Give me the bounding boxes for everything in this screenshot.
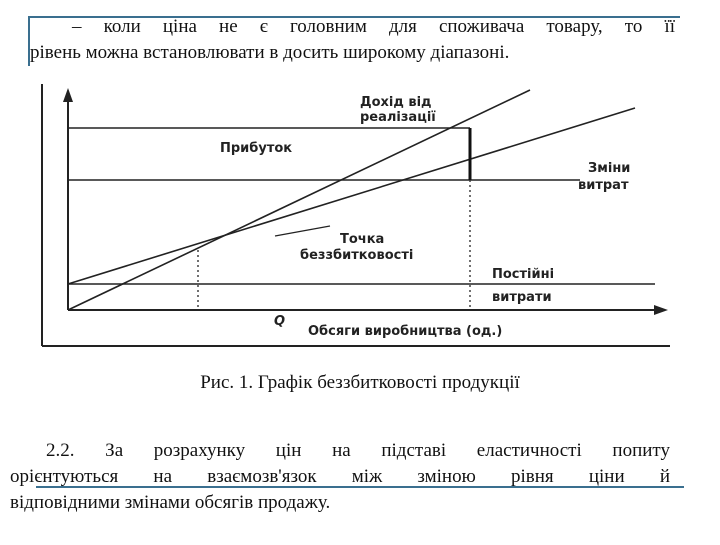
top-paragraph-line-2: рівень можна встановлювати в досить широкому діапазоні. bbox=[30, 42, 510, 63]
revenue-label-1: Дохід від bbox=[360, 95, 432, 110]
q-label: Q bbox=[274, 314, 286, 329]
bottom-paragraph bbox=[10, 438, 670, 516]
revenue-label-2: реалізації bbox=[360, 110, 436, 125]
breakeven-pointer bbox=[275, 226, 330, 236]
figure-caption: Рис. 1. Графік беззбитковості продукції bbox=[200, 372, 520, 393]
fixed-label-1: Постійні bbox=[492, 267, 555, 282]
profit-label: Прибуток bbox=[220, 141, 293, 156]
bottom-paragraph-line-3: відповідними змінами обсягів продажу. bbox=[10, 492, 331, 513]
breakeven-label-1: Точка bbox=[340, 232, 385, 247]
variable-label-1: Зміни bbox=[588, 161, 631, 176]
top-paragraph-line-1: – коли ціна не є головним для споживача товару, то її bbox=[72, 16, 675, 37]
variable-label-2: витрат bbox=[578, 178, 629, 193]
bottom-paragraph-line-1: 2.2. За розрахунку цін на підставі еластичності попиту bbox=[46, 440, 670, 461]
bottom-paragraph-line-2: орієнтуються на взаємозв'язок між зміною рівня ціни й bbox=[10, 466, 670, 487]
x-axis-label: Обсяги виробництва (од.) bbox=[308, 324, 503, 339]
fixed-label-2: витрати bbox=[492, 290, 552, 305]
x-axis-arrow bbox=[654, 305, 668, 315]
revenue-line bbox=[68, 90, 530, 310]
breakeven-label-2: беззбитковості bbox=[300, 248, 414, 263]
y-axis-arrow bbox=[63, 88, 73, 102]
